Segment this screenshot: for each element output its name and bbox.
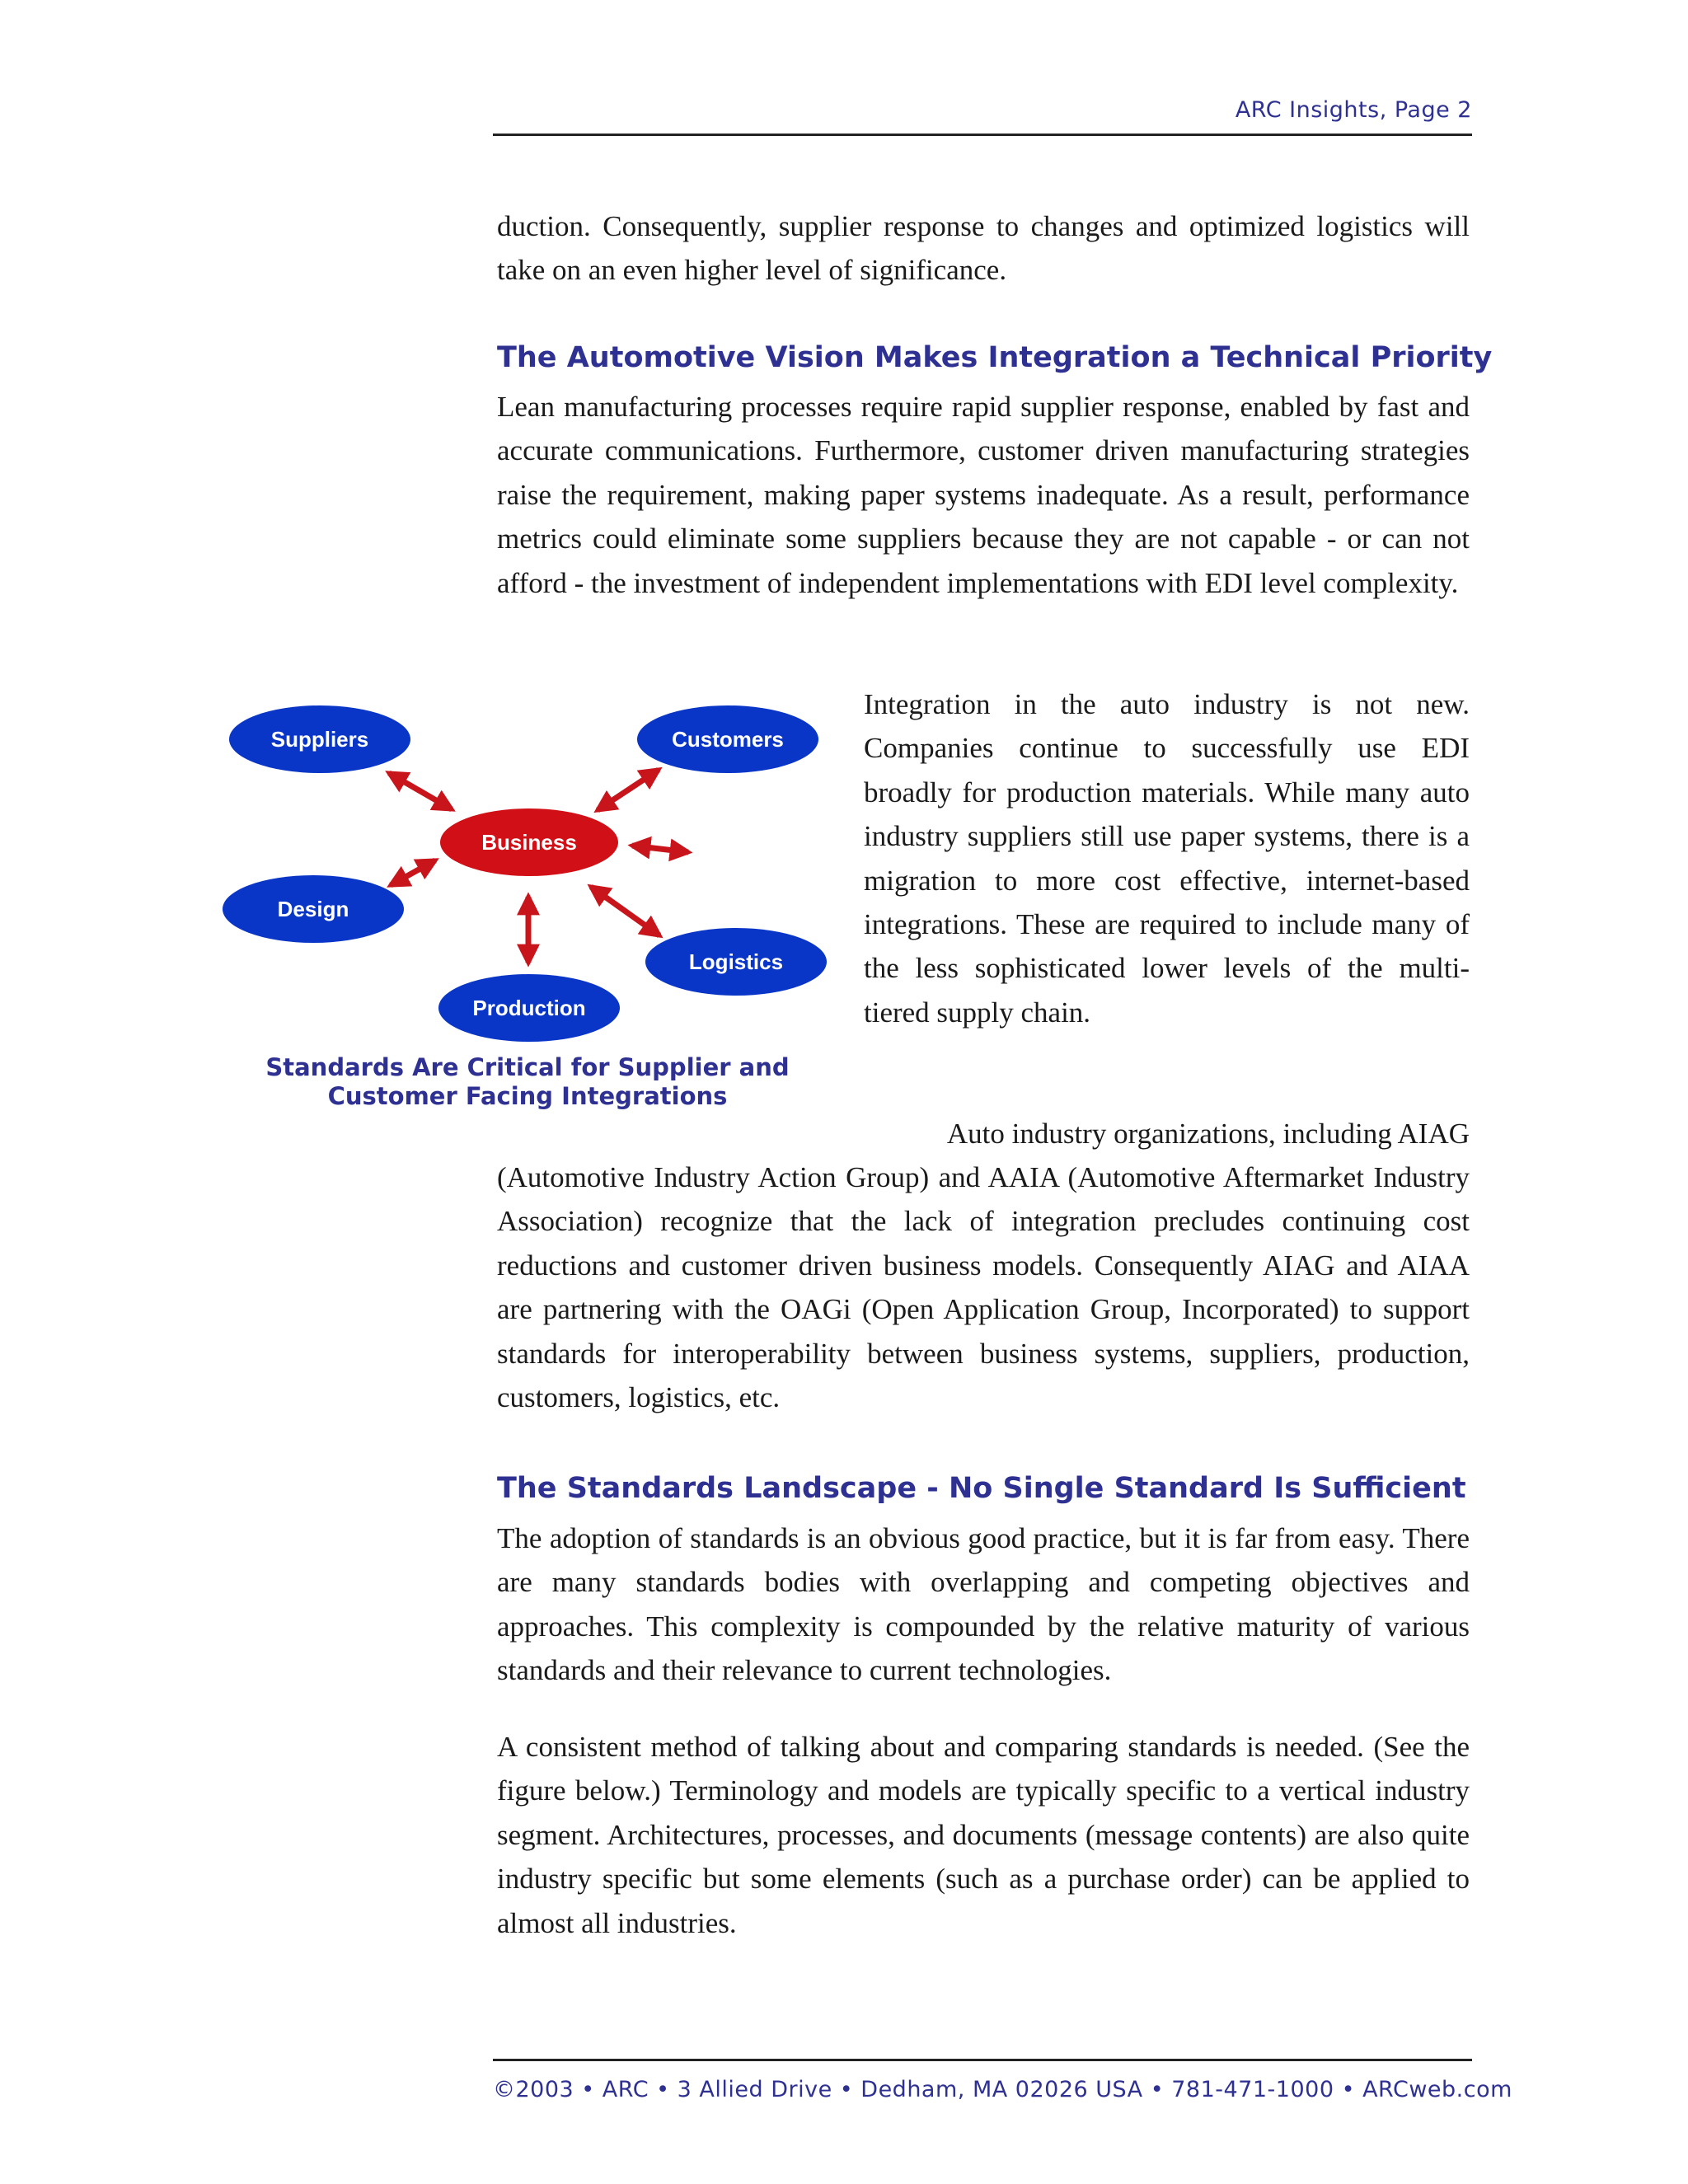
node-customers <box>637 705 818 773</box>
arrow-customers-business <box>598 770 659 810</box>
node-logistics <box>645 928 827 996</box>
node-design <box>223 875 404 943</box>
adoption-paragraph: The adoption of standards is an obvious good practice, but it is far from easy. There are many standards bodies with overlapping and competing objectives and approaches. This complexity is compounded by the relative maturity of various standards and their relevance to current technologies. <box>497 1522 1470 1687</box>
figure-caption <box>247 1053 808 1111</box>
figure-caption-line-2: Customer Facing Integrations <box>327 1082 728 1110</box>
node-customers-label: Customers <box>672 727 784 752</box>
node-suppliers-label: Suppliers <box>270 727 369 752</box>
page-footer: ©2003 • ARC • 3 Allied Drive • Dedham, MA 02026 USA • 781-471-1000 • ARCweb.com <box>493 2077 1512 2102</box>
integration-paragraph: Integration in the auto industry is not new. Companies continue to successfully use EDI broadly for production materials. While many auto industry suppliers still use paper systems, there is a migration to more cost effective, internet-based integrations. These are required to include many of the less sophisticated lower levels of the multi-tiered supply chain. <box>864 688 1470 1029</box>
auto-orgs-paragraph: (Automotive Industry Action Group) and AAIA (Automotive Aftermarket Industry Association) recognize that the lack of integration precludes continuing cost reductions and customer driven business models. Consequently AIAG and AIAA are partnering with the OAGi (Open Application Group, Incorporated) to support standards for interoperability between business systems, suppliers, production, customers, logistics, etc. <box>497 1161 1470 1414</box>
running-header: ARC Insights, Page 2 <box>1235 97 1472 123</box>
node-production <box>438 974 620 1042</box>
integration-diagram <box>210 684 837 1047</box>
consistent-method-paragraph: A consistent method of talking about and comparing standards is needed. (See the figure below.) Terminology and models are typically specific to a vertical industry segment. Architectures, processes, and documents (message contents) are also quite industry specific but some elements (such as a purchase order) can be applied to almost all industries. <box>497 1731 1470 1939</box>
node-design-label: Design <box>277 897 349 921</box>
lean-paragraph: Lean manufacturing processes require rapid supplier response, enabled by fast and accurate communications. Furthermore, customer driven manufacturing strategies raise the requirement, making paper systems inadequate. As a result, performance metrics could eliminate some suppliers because they are not capable - or can not afford - the investment of independent implementations with EDI level complexity. <box>497 391 1470 599</box>
intro-paragraph: duction. Consequently, supplier response to changes and optimized logistics will take on an even higher level of significance. <box>497 210 1470 287</box>
footer-rule <box>493 2059 1472 2061</box>
node-production-label: Production <box>472 996 586 1020</box>
arrow-business-right <box>632 846 688 852</box>
arrow-suppliers-business <box>389 773 452 809</box>
node-suppliers <box>229 705 410 773</box>
auto-orgs-first-line: Auto industry organizations, including AIAG <box>946 1118 1470 1150</box>
node-logistics-label: Logistics <box>688 949 784 974</box>
arrow-business-logistics <box>591 887 659 935</box>
header-rule <box>493 134 1472 136</box>
figure-caption-line-1: Standards Are Critical for Supplier and <box>265 1053 790 1081</box>
node-business-label: Business <box>481 830 577 855</box>
node-business <box>440 808 618 876</box>
arrow-design-business <box>391 860 435 885</box>
section-heading-vision: The Automotive Vision Makes Integration a Technical Priority <box>497 341 1493 374</box>
section-heading-landscape: The Standards Landscape - No Single Standard Is Sufficient <box>497 1472 1466 1505</box>
